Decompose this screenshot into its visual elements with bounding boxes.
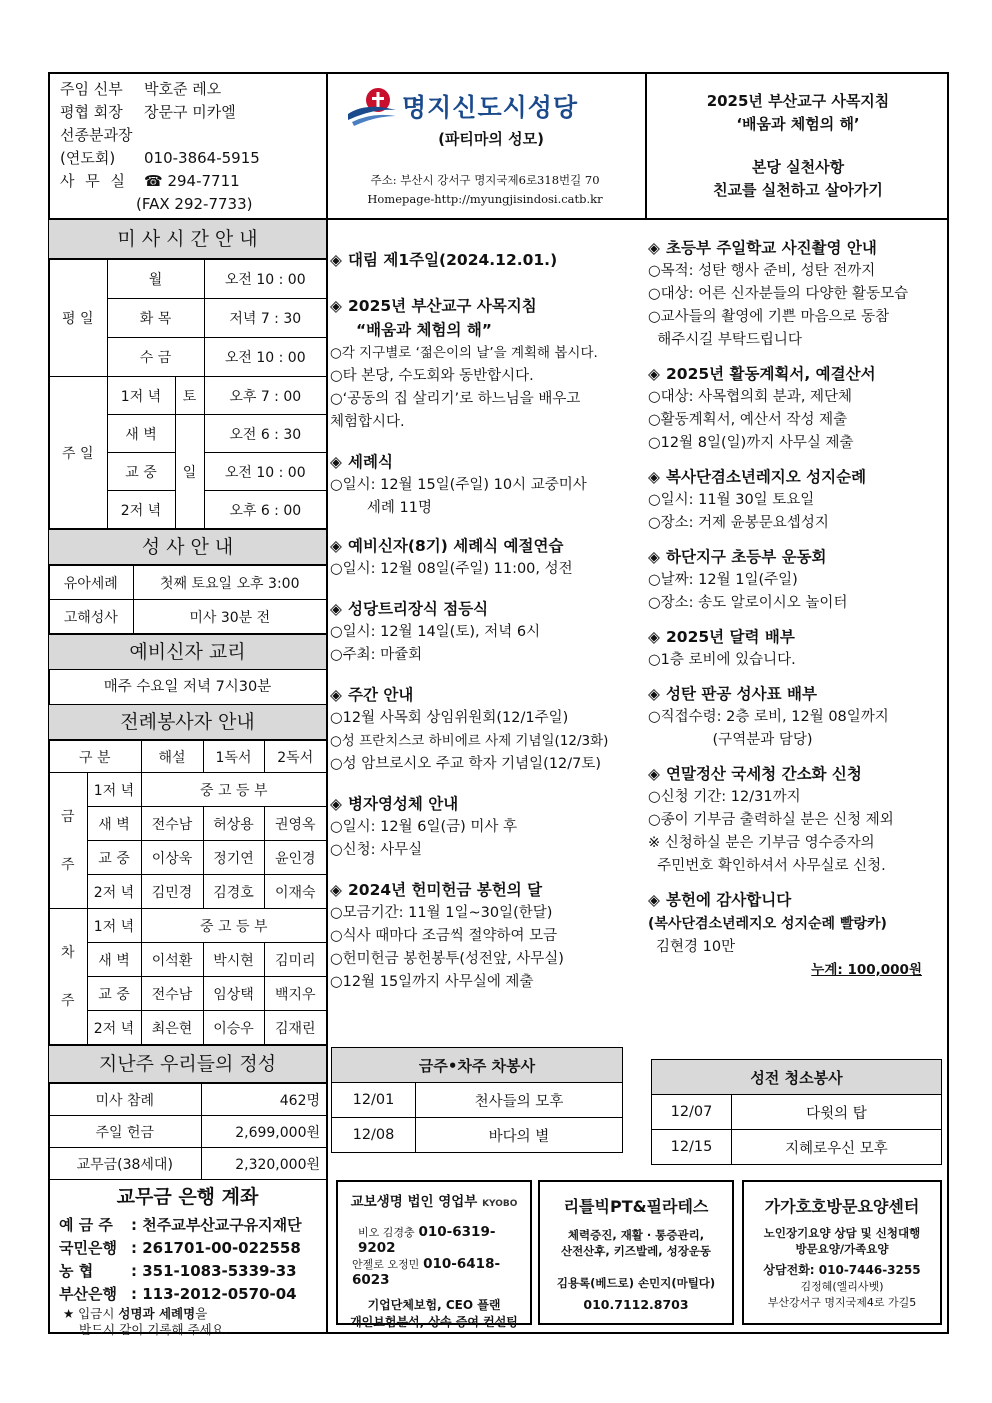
ad-pilates: 리틀빅PT&필라테스 체력증진, 재활 · 통증관리, 산전산후, 키즈발레, 성장운동 김용록(베드로) 손민지(마틸다) 010.7112.8703 bbox=[538, 1180, 734, 1325]
notice-baptism: ◈ 세례식 ○일시: 12월 15일(주일) 10시 교중미사 세례 11명 bbox=[330, 450, 646, 520]
notice-guideline: ◈ 2025년 부산교구 사목지침 “배움과 체험의 해” ○각 지구별로 ‘젊은이의 날’을 계획해 봅시다. ○타 본당, 수도회와 동반합시다. ○‘공동의 집 살리기’로 하느님을 배우고 체험합시다. bbox=[330, 294, 646, 434]
diamond-bullet-icon: ◈ bbox=[330, 297, 342, 315]
cleaning-table: 성전 청소봉사 12/07 다윗의 탑 12/15 지혜로우신 모후 bbox=[651, 1059, 942, 1165]
notice-advent: ◈ 대림 제1주일(2024.12.01.) bbox=[330, 248, 646, 272]
notice-photo: ◈ 초등부 주일학교 사진촬영 안내 ○목적: 성탄 행사 준비, 성탄 전까지 ○대상: 어른 신자분들의 다양한 활동모습 ○교사들의 촬영에 기쁜 마음으로 동참 해주시길 부탁드립니다 bbox=[648, 236, 948, 352]
left-column bbox=[49, 220, 326, 1338]
servers-title: 전례봉사자 안내 bbox=[49, 704, 326, 740]
bank-note: ★ 입금시 성명과 세례명을 반드시 같이 기록해 주세요. bbox=[63, 1306, 228, 1337]
diamond-bullet-icon: ◈ bbox=[330, 251, 342, 269]
sunday-label: 주 일 bbox=[49, 377, 107, 529]
diamond-bullet-icon: ◈ bbox=[330, 537, 342, 555]
notice-sports-day: ◈ 하단지구 초등부 운동회 ○날짜: 12월 1일(주일) ○장소: 송도 알로이시오 놀이터 bbox=[648, 545, 948, 615]
catechumen-title: 예비신자 교리 bbox=[49, 634, 326, 670]
diamond-bullet-icon: ◈ bbox=[648, 891, 660, 909]
ad-care-center: 가가호호방문요양센터 노인장기요양 상담 및 신청대행 방문요양/가족요양 상담전화: 010-7446-3255 김정혜(엘리사벳) 부산강서구 명지국제4로 가길5 bbox=[742, 1180, 942, 1325]
diamond-bullet-icon: ◈ bbox=[330, 600, 342, 618]
car-service-table: 금주•차주 차봉사 12/01 천사들의 모후 12/08 바다의 별 bbox=[331, 1047, 623, 1153]
weekday-label: 평 일 bbox=[49, 260, 107, 377]
diamond-bullet-icon: ◈ bbox=[648, 548, 660, 566]
notice-weekly: ◈ 주간 안내 ○12월 사목회 상임위원회(12/1주일) ○성 프란치스코 하비에르 사제 기념일(12/3화) ○성 암브로시오 주교 학자 기념일(12/7토) bbox=[330, 683, 646, 776]
diamond-bullet-icon: ◈ bbox=[648, 685, 660, 703]
church-name: 명지신도시성당 bbox=[402, 93, 579, 122]
notice-tree: ◈ 성당트리장식 점등식 ○일시: 12월 14일(토), 저녁 6시 ○주최: 마쥴회 bbox=[330, 597, 646, 667]
sacrament-table: 유아세례 첫째 토요일 오후 3:00 고해성사 미사 30분 전 bbox=[49, 565, 326, 634]
offering-title: 지난주 우리들의 정성 bbox=[49, 1045, 326, 1083]
notice-sick-communion: ◈ 병자영성체 안내 ○일시: 12월 6일(금) 미사 후 ○신청: 사무실 bbox=[330, 792, 646, 862]
notice-tax: ◈ 연말정산 국세청 간소화 신청 ○신청 기간: 12/31까지 ○종이 기부금 출력하실 분은 신청 제외 ※ 신청하실 분은 기부금 영수증자의 주민번호 확인하셔서 사무실로 신청. bbox=[648, 762, 948, 878]
church-logo bbox=[346, 84, 636, 128]
header-divider-left bbox=[326, 72, 328, 220]
center-notices bbox=[330, 248, 646, 994]
notice-calendar: ◈ 2025년 달력 배부 ○1층 로비에 있습니다. bbox=[648, 625, 948, 672]
church-homepage[interactable]: Homepage-http://myungjisindosi.catb.kr bbox=[367, 192, 603, 206]
church-emblem-icon bbox=[346, 86, 398, 126]
bank-accounts: 예 금 주 : 천주교부산교구유지재단 국민은행 : 261701-00-022558 농 협 : 351-1083-5339-33 부산은행 : 113-2012-0570-04 bbox=[59, 1216, 302, 1303]
diamond-bullet-icon: ◈ bbox=[648, 365, 660, 383]
right-notices bbox=[648, 236, 948, 982]
sacrament-title: 성 사 안 내 bbox=[49, 529, 326, 565]
diamond-bullet-icon: ◈ bbox=[648, 468, 660, 486]
notice-rehearsal: ◈ 예비신자(8기) 세례식 예절연습 ○일시: 12월 08일(주일) 11:00, 성전 bbox=[330, 534, 646, 581]
catechumen-schedule: 매주 수요일 저녁 7시30분 bbox=[103, 679, 272, 695]
church-address: 주소: 부산시 강서구 명지국제6로318번길 70 bbox=[370, 173, 600, 187]
header-staff: 주임 신부 박호준 레오 평협 회장 장문구 미카엘 선종분과장 (연도회) 010-3864-5915 사 무 실 ☎ 294-7711 (FAX 292-7733) bbox=[60, 80, 260, 213]
diamond-bullet-icon: ◈ bbox=[330, 686, 342, 704]
next-week-label: 차 주 bbox=[49, 909, 87, 1045]
mass-times-table: 평 일 월 오전 10 : 00 화 목 저녁 7 : 30 수 금 오전 10 : 00 주 일 1저 녁 토 오후 7 : 00 새 벽 일 오전 6 : 30 교 중 오전 10 : 00 2저 녁 오후 6 : 00 bbox=[49, 259, 326, 529]
notice-pilgrimage: ◈ 복사단겸소년레지오 성지순례 ○일시: 11월 30일 토요일 ○장소: 거제 윤봉문요셉성지 bbox=[648, 465, 948, 535]
pastoral-guideline: 2025년 부산교구 사목지침 ‘배움과 체험의 해’ 본당 실천사항 친교를 실천하고 살아가기 bbox=[706, 92, 890, 199]
this-week-label: 금 주 bbox=[49, 773, 87, 909]
notice-thanks: ◈ 봉헌에 감사합니다 (복사단겸소년레지오 성지순례 빨랑카) 김현경 10만 누계: 100,000원 bbox=[648, 888, 948, 982]
diamond-bullet-icon: ◈ bbox=[648, 628, 660, 646]
diamond-bullet-icon: ◈ bbox=[330, 881, 342, 899]
servers-table: 구 분 해설 1독서 2독서 금 주 1저 녁 중 고 등 부 새 벽 전수남 허상용 권영옥 교 중 이상욱 정기연 윤인경 2저 녁 김민경 김경호 이재숙 차 주 1저 녁 중 고 등 부 새 벽 이석환 박시현 김미리 교 중 전수남 임상택 백지우 2저 녁 최은현 이승우 김재린 bbox=[49, 740, 326, 1045]
diamond-bullet-icon: ◈ bbox=[648, 239, 660, 257]
column-divider bbox=[326, 218, 328, 1334]
diamond-bullet-icon: ◈ bbox=[648, 765, 660, 783]
church-subtitle: (파티마의 성모) bbox=[438, 130, 544, 148]
mass-times-title: 미 사 시 간 안 내 bbox=[49, 220, 326, 259]
notice-confession-card: ◈ 성탄 판공 성사표 배부 ○직접수령: 2층 로비, 12월 08일까지 (구역분과 담당) bbox=[648, 682, 948, 752]
diamond-bullet-icon: ◈ bbox=[330, 453, 342, 471]
notice-plan: ◈ 2025년 활동계획서, 예결산서 ○대상: 사목협의회 분과, 제단체 ○활동계획서, 예산서 작성 제출 ○12월 8일(일)까지 사무실 제출 bbox=[648, 362, 948, 455]
header-divider-right bbox=[645, 72, 647, 220]
ad-kyobo: 교보생명 법인 영업부 KYOBO 비오 김경충 010-6319-9202 안젤로 오정민 010-6418-6023 기업단체보험, CEO 플랜 개인보험분석, 상속 증여 컨설팅 bbox=[336, 1180, 532, 1325]
diamond-bullet-icon: ◈ bbox=[330, 795, 342, 813]
bank-title: 교무금 은행 계좌 bbox=[116, 1186, 259, 1208]
notice-rice-offering: ◈ 2024년 헌미헌금 봉헌의 달 ○모금기간: 11월 1일~30일(한달) ○식사 때마다 조금씩 절약하여 모금 ○헌미헌금 봉헌봉투(성전앞, 사무실) ○12월 15일까지 사무실에 제출 bbox=[330, 878, 646, 994]
kyobo-logo: KYOBO bbox=[482, 1199, 518, 1209]
offering-table: 미사 참례 462명 주일 헌금 2,699,000원 교무금(38세대) 2,320,000원 bbox=[49, 1083, 326, 1180]
